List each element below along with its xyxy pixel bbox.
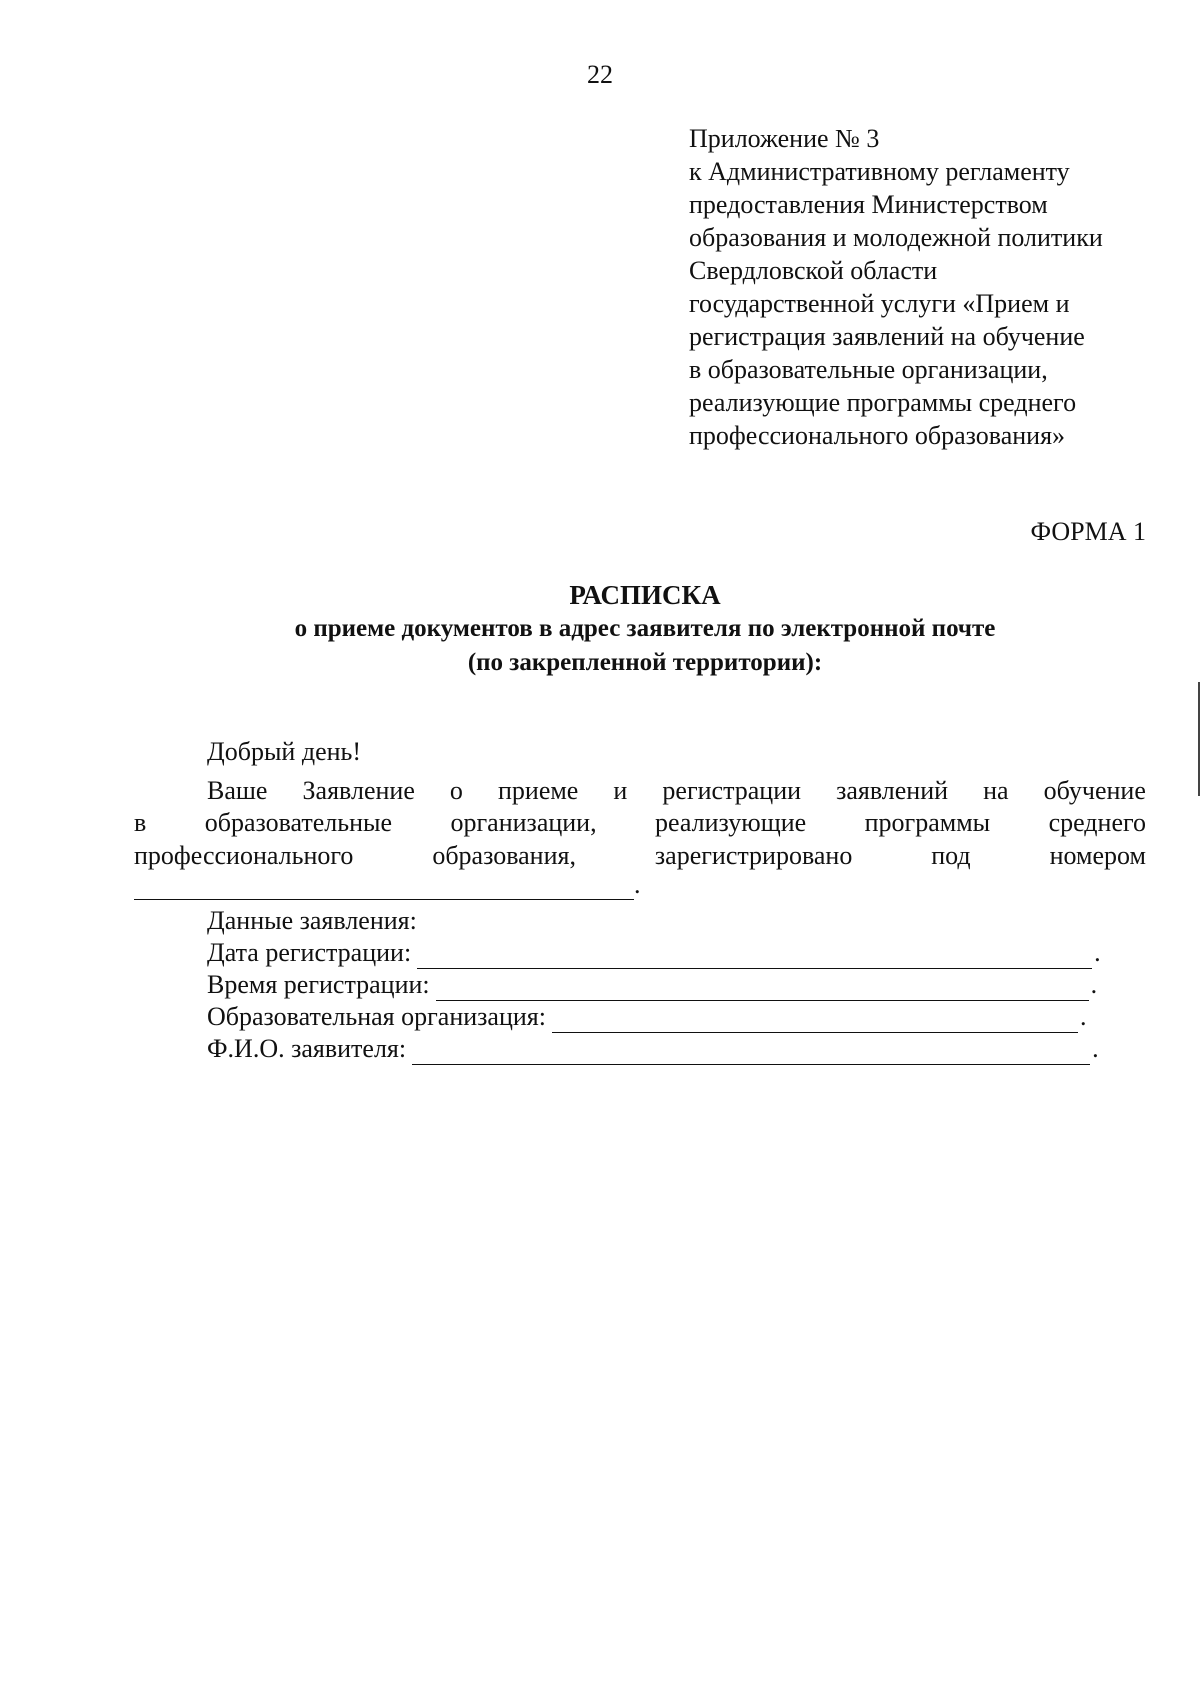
organization-blank[interactable] <box>552 1008 1078 1033</box>
word: реализующие <box>655 808 807 837</box>
greeting: Добрый день! <box>207 737 362 766</box>
word: программы <box>864 808 991 837</box>
field-registration-time <box>207 969 1101 1001</box>
word: зарегистрировано <box>654 841 853 870</box>
registration-number-row <box>134 870 641 900</box>
appendix-line: реализующие программы среднего <box>689 388 1077 417</box>
word: приеме <box>497 776 579 805</box>
period: . <box>1094 938 1101 967</box>
word: на <box>983 776 1009 805</box>
word: Ваше <box>207 776 268 805</box>
word: заявлений <box>836 776 949 805</box>
word: Заявление <box>302 776 415 805</box>
word: организации, <box>450 808 597 837</box>
period: . <box>1092 1034 1099 1063</box>
word: среднего <box>1048 808 1146 837</box>
body-line-3 <box>134 841 1146 871</box>
appendix-line: государственной услуги «Прием и <box>689 289 1070 318</box>
word: и <box>613 776 628 805</box>
appendix-header <box>689 122 1169 452</box>
page-number: 22 <box>587 60 613 89</box>
appendix-line: образования и молодежной политики <box>689 223 1103 252</box>
applicant-name-blank[interactable] <box>412 1040 1090 1065</box>
field-applicant-name <box>207 1033 1101 1065</box>
form-label: ФОРМА 1 <box>1030 517 1146 546</box>
period: . <box>634 870 641 899</box>
word: обучение <box>1043 776 1146 805</box>
application-data <box>207 905 1101 1065</box>
application-data-title: Данные заявления: <box>207 906 417 935</box>
field-label: Образовательная организация: <box>207 1002 546 1031</box>
word: о <box>449 776 463 805</box>
field-organization <box>207 1001 1101 1033</box>
period: . <box>1090 970 1098 999</box>
word: под <box>931 841 971 870</box>
appendix-line: в образовательные организации, <box>689 355 1048 384</box>
word: регистрации <box>662 776 802 805</box>
receipt-title: РАСПИСКА <box>569 580 721 610</box>
word: в <box>134 808 147 837</box>
registration-number-blank[interactable] <box>134 871 634 900</box>
appendix-line: регистрация заявлений на обучение <box>689 322 1085 351</box>
body-line-2 <box>134 808 1146 838</box>
appendix-line: Приложение № 3 <box>689 124 880 153</box>
word: образовательные <box>204 808 393 837</box>
word: профессионального <box>134 841 354 870</box>
field-registration-date <box>207 937 1101 969</box>
word: номером <box>1049 841 1146 870</box>
receipt-subtitle-line: о приеме документов в адрес заявителя по электронной почте <box>294 615 996 642</box>
period: . <box>1079 1002 1087 1031</box>
appendix-line: профессионального образования» <box>689 421 1066 450</box>
appendix-line: Свердловской области <box>689 256 938 285</box>
appendix-line: предоставления Министерством <box>689 190 1048 219</box>
registration-time-blank[interactable] <box>436 976 1089 1001</box>
registration-date-blank[interactable] <box>417 944 1092 969</box>
field-label: Дата регистрации: <box>207 938 412 967</box>
word: образования, <box>432 841 576 870</box>
receipt-subtitle-line: (по закрепленной территории): <box>467 649 823 676</box>
body-line-1 <box>207 776 1146 806</box>
field-label: Время регистрации: <box>207 970 430 999</box>
appendix-line: к Административному регламенту <box>689 157 1070 186</box>
receipt-title-block <box>0 578 1200 680</box>
field-label: Ф.И.О. заявителя: <box>207 1034 407 1063</box>
